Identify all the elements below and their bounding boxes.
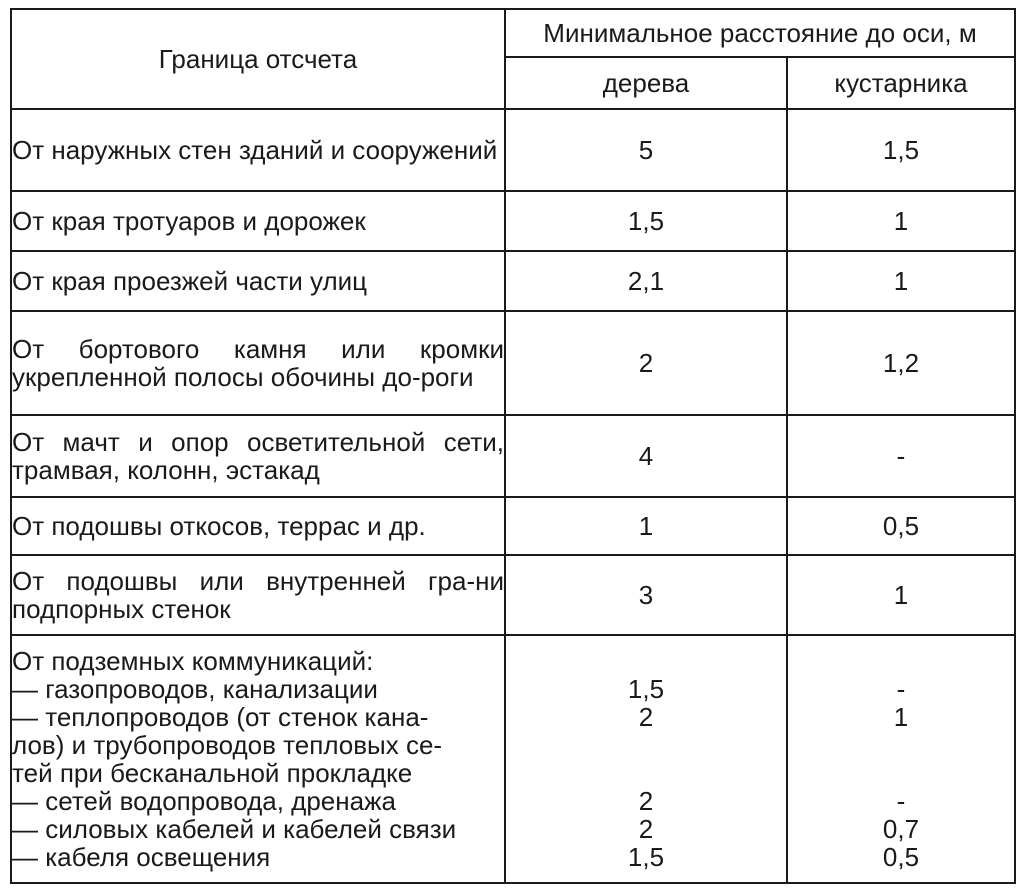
table-row <box>11 555 1015 635</box>
header-boundary: Граница отсчета <box>11 9 505 109</box>
utility-tree-value: 2 <box>638 814 654 844</box>
utility-item-label: тей при бесканальной прокладке <box>12 758 413 788</box>
utility-item-label: — силовых кабелей и кабелей связи <box>12 814 457 844</box>
row-label: От края тротуаров и дорожек <box>11 191 505 251</box>
table-row-utilities <box>11 635 1015 883</box>
row-label: От подошвы откосов, террас и др. <box>11 497 505 555</box>
utility-tree-value: 2 <box>638 702 654 732</box>
utilities-tree-values <box>505 635 787 883</box>
table-row <box>11 415 1015 497</box>
utility-item-label: — кабеля освещения <box>12 842 271 872</box>
utility-item-label: лов) и трубопроводов тепловых се- <box>12 730 443 760</box>
utility-shrub-value: - <box>896 786 906 816</box>
row-shrub-value: 1 <box>787 251 1015 311</box>
row-tree-value: 1,5 <box>505 191 787 251</box>
row-tree-value: 2 <box>505 311 787 415</box>
header-min-distance: Минимальное расстояние до оси, м <box>505 9 1015 57</box>
row-tree-value: 3 <box>505 555 787 635</box>
row-tree-value: 1 <box>505 497 787 555</box>
table-row <box>11 191 1015 251</box>
header-tree: дерева <box>505 57 787 109</box>
utility-shrub-value: - <box>896 674 906 704</box>
table-row <box>11 109 1015 191</box>
row-shrub-value: 1 <box>787 555 1015 635</box>
row-shrub-value: 0,5 <box>787 497 1015 555</box>
row-shrub-value: 1,5 <box>787 109 1015 191</box>
row-label: От бортового камня или кромки укрепленной полосы обочины до-роги <box>11 311 505 415</box>
utility-item-label: — теплопроводов (от стенок кана- <box>12 702 429 732</box>
row-shrub-value: 1,2 <box>787 311 1015 415</box>
row-label: От подошвы или внутренней гра-ни подпорных стенок <box>11 555 505 635</box>
utility-item-label: — газопроводов, канализации <box>12 674 378 704</box>
row-tree-value: 5 <box>505 109 787 191</box>
row-label: От мачт и опор осветительной сети, трамвая, колонн, эстакад <box>11 415 505 497</box>
row-tree-value: 2,1 <box>505 251 787 311</box>
utilities-labels <box>11 635 505 883</box>
utility-shrub-value: 0,7 <box>882 814 920 844</box>
utility-tree-value: 2 <box>638 786 654 816</box>
utility-tree-value: 1,5 <box>627 842 665 872</box>
utility-item-label: — сетей водопровода, дренажа <box>12 786 396 816</box>
utilities-shrub-values <box>787 635 1015 883</box>
table-row <box>11 497 1015 555</box>
distance-table <box>10 8 1016 884</box>
utility-tree-value: 1,5 <box>627 674 665 704</box>
utility-shrub-value: 1 <box>893 702 909 732</box>
row-label: От наружных стен зданий и сооружений <box>11 109 505 191</box>
utilities-title: От подземных коммуникаций: <box>12 646 374 676</box>
row-label: От края проезжей части улиц <box>11 251 505 311</box>
header-shrub: кустарника <box>787 57 1015 109</box>
row-shrub-value: - <box>787 415 1015 497</box>
row-shrub-value: 1 <box>787 191 1015 251</box>
table-row <box>11 251 1015 311</box>
utility-shrub-value: 0,5 <box>882 842 920 872</box>
row-tree-value: 4 <box>505 415 787 497</box>
table-row <box>11 311 1015 415</box>
